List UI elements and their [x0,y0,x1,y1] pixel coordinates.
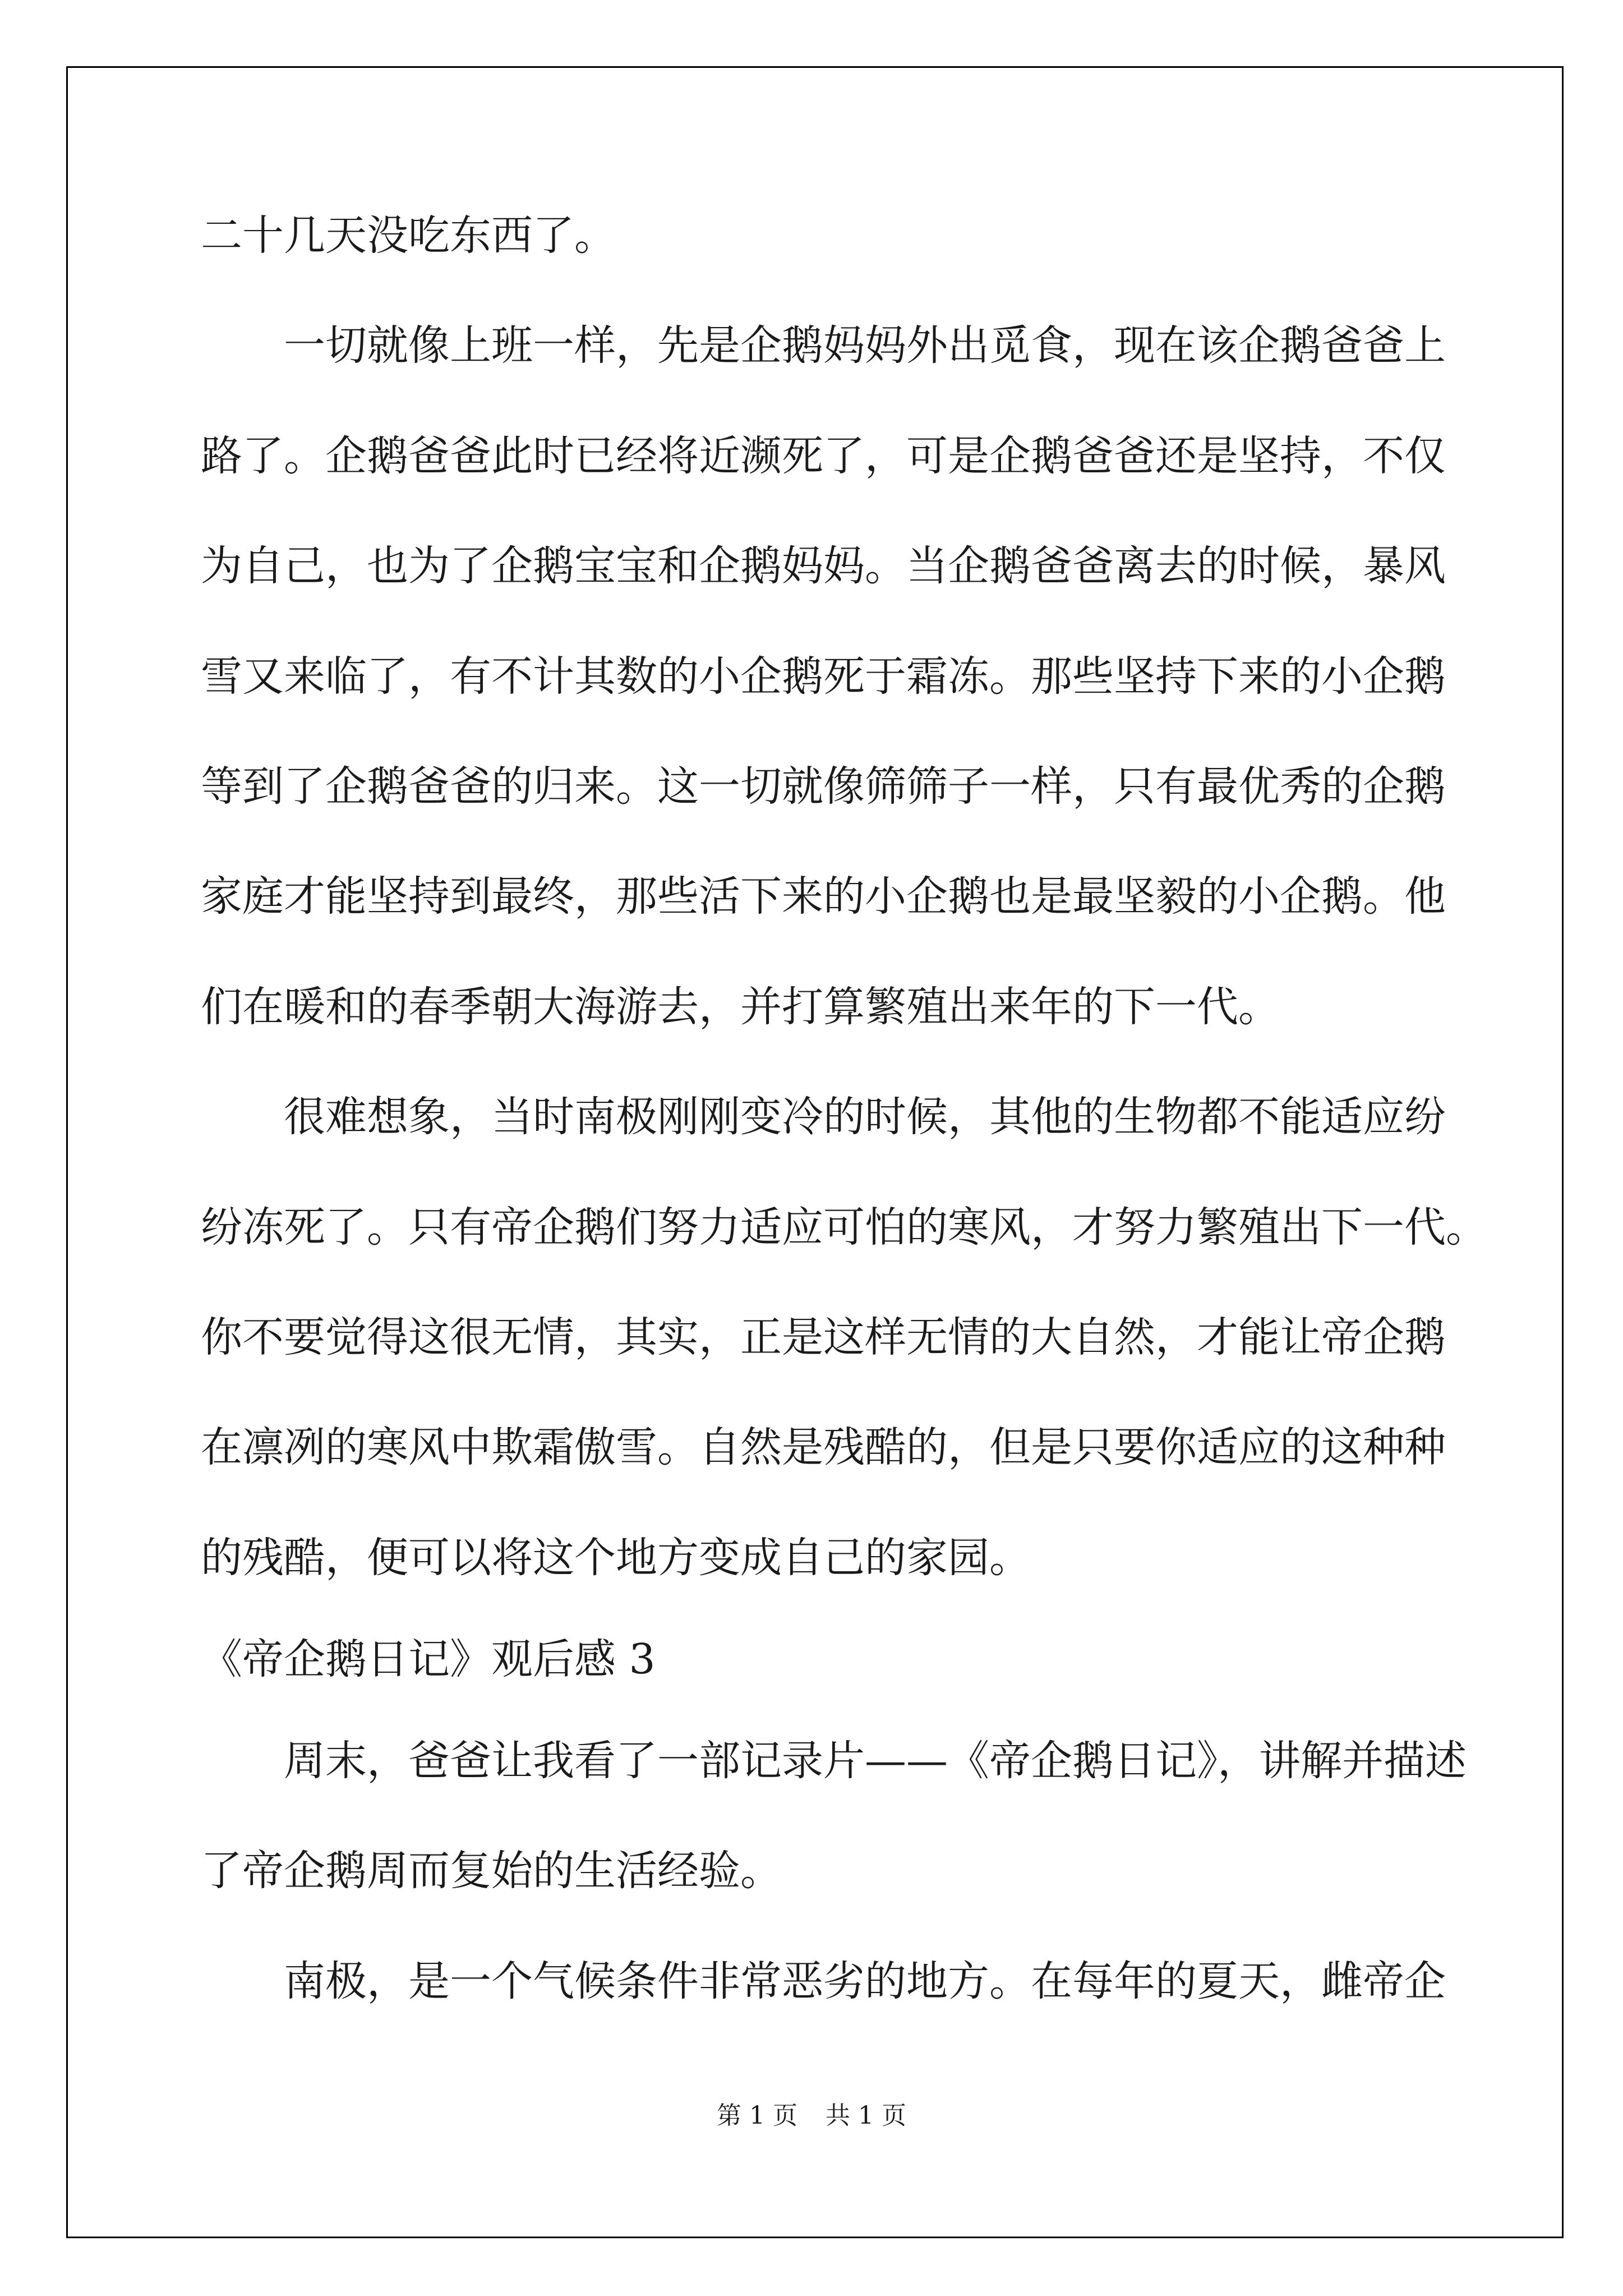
section-heading: 《帝企鹅日记》观后感 3 [201,1635,656,1683]
page-total: 共 1 页 [826,2101,906,2130]
text-line: 了帝企鹅周而复始的生活经验。 [201,1847,782,1895]
text-line: 纷冻死了。只有帝企鹅们努力适应可怕的寒风，才努力繁殖出下一代。 [201,1203,1487,1251]
paragraph-first-line: 南极，是一个气候条件非常恶劣的地方。在每年的夏天，雌帝企 [284,1957,1446,2005]
text-line: 你不要觉得这很无情，其实，正是这样无情的大自然，才能让帝企鹅 [201,1313,1446,1361]
text-line: 雪又来临了，有不计其数的小企鹅死于霜冻。那些坚持下来的小企鹅 [201,652,1446,701]
text-line: 们在暖和的春季朝大海游去，并打算繁殖出来年的下一代。 [201,983,1280,1031]
paragraph-first-line: 周末，爸爸让我看了一部记录片——《帝企鹅日记》，讲解并描述 [284,1737,1467,1785]
page-number: 第 1 页 [717,2101,797,2130]
page-footer [0,2095,1623,2131]
text-line: 的残酷，便可以将这个地方变成自己的家园。 [201,1534,1031,1582]
paragraph-first-line: 一切就像上班一样，先是企鹅妈妈外出觅食，现在该企鹅爸爸上 [284,321,1446,370]
text-line: 路了。企鹅爸爸此时已经将近濒死了，可是企鹅爸爸还是坚持，不仅 [201,432,1446,480]
text-line: 二十几天没吃东西了。 [201,211,616,260]
text-line: 在凛冽的寒风中欺霜傲雪。自然是残酷的，但是只要你适应的这种种 [201,1423,1446,1471]
text-line: 等到了企鹅爸爸的归来。这一切就像筛筛子一样，只有最优秀的企鹅 [201,762,1446,811]
text-line: 为自己，也为了企鹅宝宝和企鹅妈妈。当企鹅爸爸离去的时候，暴风 [201,542,1446,590]
text-line: 家庭才能坚持到最终，那些活下来的小企鹅也是最坚毅的小企鹅。他 [201,872,1446,921]
paragraph-first-line: 很难想象，当时南极刚刚变冷的时候，其他的生物都不能适应纷 [284,1093,1446,1141]
page-border [66,66,1564,2238]
